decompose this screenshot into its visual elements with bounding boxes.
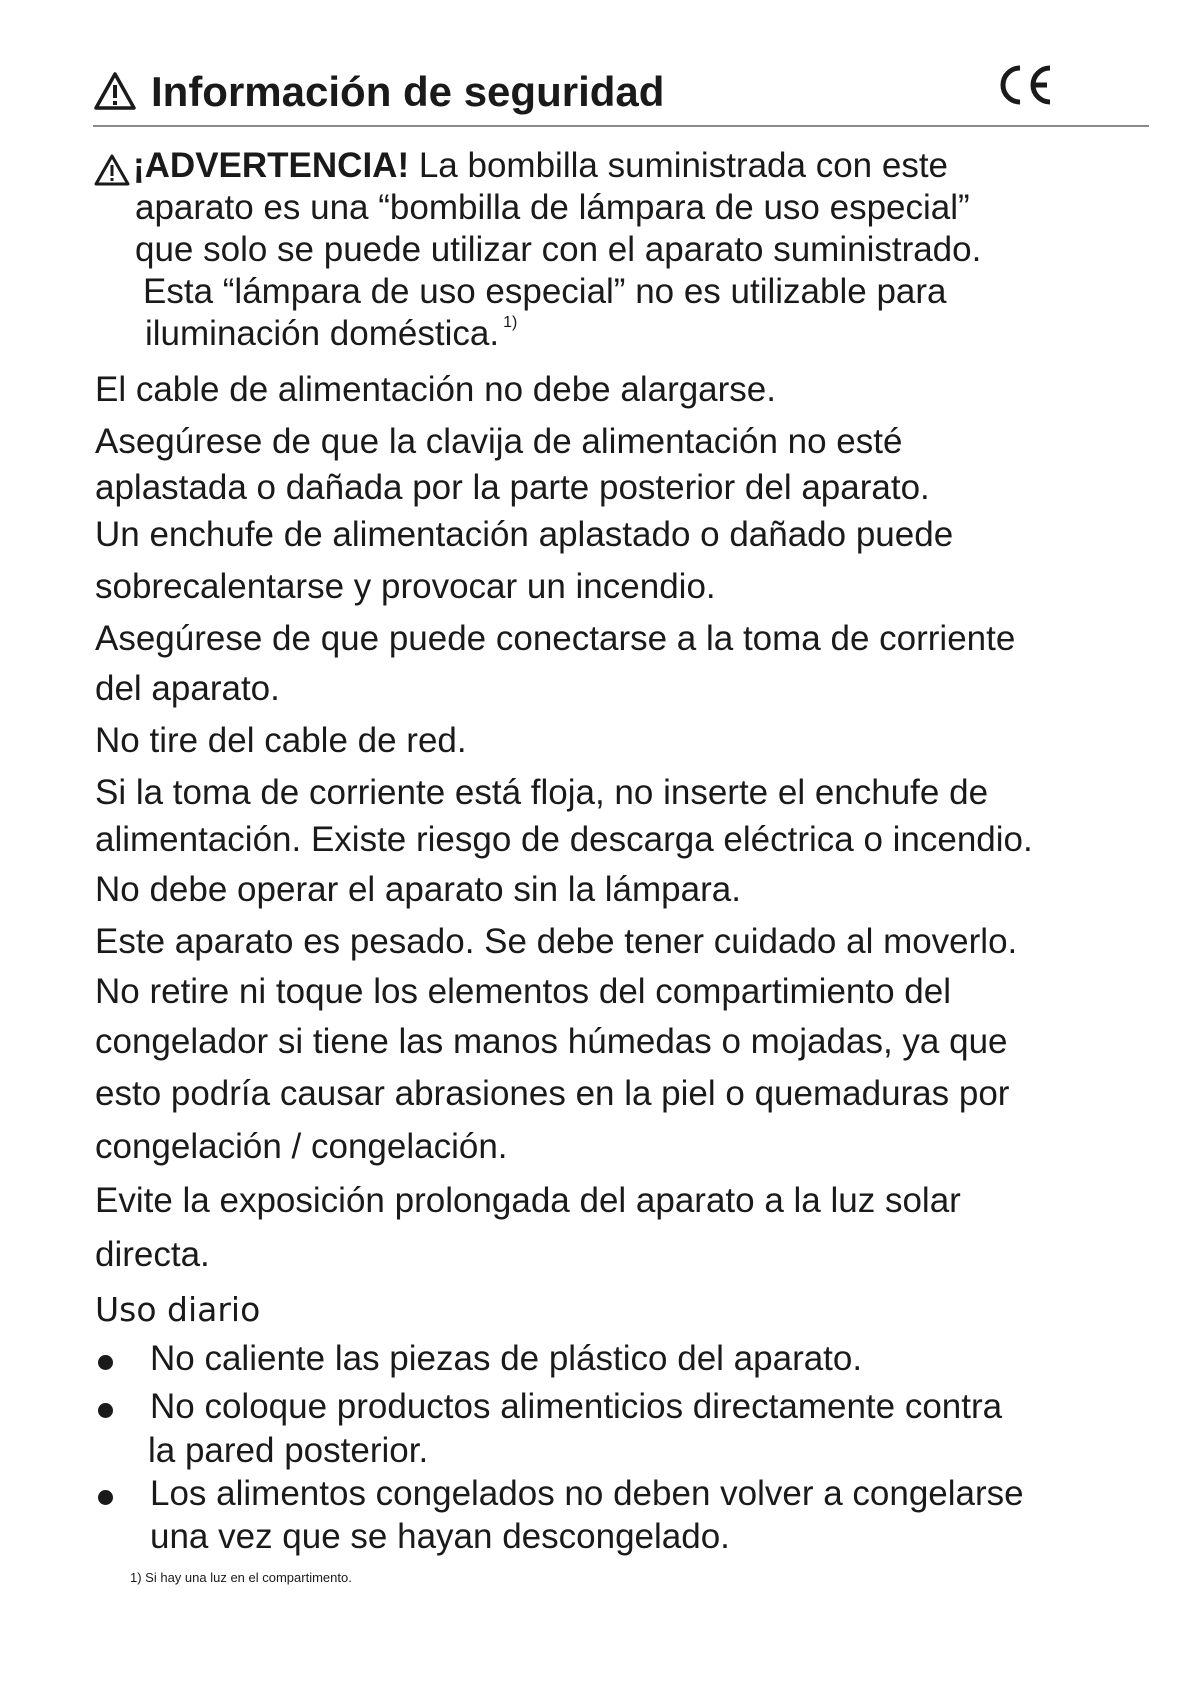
ce-mark-icon (993, 62, 1055, 108)
warning-line-1-text: La bombilla suministrada con este (418, 146, 949, 185)
paragraph-line: alimentación. Existe riesgo de descarga eléctrica o incendio. (95, 820, 1033, 859)
paragraph-line: sobrecalentarse y provocar un incendio. (95, 567, 716, 606)
daily-use-heading: Uso diario (95, 1290, 261, 1329)
paragraph-line: Si la toma de corriente está floja, no inserte el enchufe de (95, 773, 989, 812)
paragraph-line: directa. (95, 1235, 210, 1274)
paragraph-line: Asegúrese de que la clavija de alimentación no esté (95, 422, 903, 461)
bullet-icon (98, 1490, 113, 1505)
bullet-item-3-line-1: Los alimentos congelados no deben volver a congelarse (150, 1474, 1024, 1513)
paragraph-line: Asegúrese de que puede conectarse a la toma de corriente (95, 619, 1016, 658)
warning-line-5 (145, 313, 517, 362)
paragraph-line: Evite la exposición prolongada del aparato a la luz solar (95, 1181, 961, 1220)
paragraph-line: congelador si tiene las manos húmedas o mojadas, ya que (95, 1022, 1008, 1061)
paragraph-line: No retire ni toque los elementos del compartimiento del (95, 972, 951, 1011)
bullet-item-2-line-1: No coloque productos alimenticios directamente contra (150, 1387, 1003, 1426)
paragraph-line: aplastada o dañada por la parte posterior del aparato. (95, 468, 930, 507)
header-divider (93, 125, 1149, 127)
page-title: Información de seguridad (151, 68, 665, 115)
warning-label: ¡ADVERTENCIA! (133, 146, 410, 185)
warning-line-4: Esta “lámpara de uso especial” no es utilizable para (143, 272, 947, 311)
paragraph-line: No tire del cable de red. (95, 721, 467, 760)
paragraph-line: esto podría causar abrasiones en la piel o quemaduras por (95, 1074, 1010, 1113)
paragraph-line: Este aparato es pesado. Se debe tener cuidado al moverlo. (95, 922, 1018, 961)
bullet-item-1-line-1: No caliente las piezas de plástico del aparato. (150, 1339, 863, 1378)
section-header (93, 62, 1143, 124)
bullet-item-3-line-2: una vez que se hayan descongelado. (150, 1517, 730, 1556)
bullet-icon (98, 1403, 113, 1418)
warning-small-icon (93, 153, 131, 187)
warning-line-2: aparato es una “bombilla de lámpara de uso especial” (135, 188, 970, 227)
footnote: 1) Si hay una luz en el compartimento. (130, 1570, 352, 1585)
paragraph-line: Un enchufe de alimentación aplastado o dañado puede (95, 515, 954, 554)
bullet-item-2-line-2: la pared posterior. (148, 1431, 429, 1470)
paragraph-line: No debe operar el aparato sin la lámpara. (95, 870, 741, 909)
footnote-reference: 1) (503, 314, 518, 331)
warning-line-3: que solo se puede utilizar con el aparato suministrado. (135, 230, 982, 269)
warning-icon (93, 71, 137, 111)
paragraph-line: El cable de alimentación no debe alargarse. (95, 370, 776, 409)
warning-line-5-text: iluminación doméstica. (145, 314, 500, 353)
bullet-icon (98, 1355, 113, 1370)
paragraph-line: del aparato. (95, 669, 280, 708)
warning-line-1 (133, 145, 948, 187)
paragraph-line: congelación / congelación. (95, 1127, 508, 1166)
